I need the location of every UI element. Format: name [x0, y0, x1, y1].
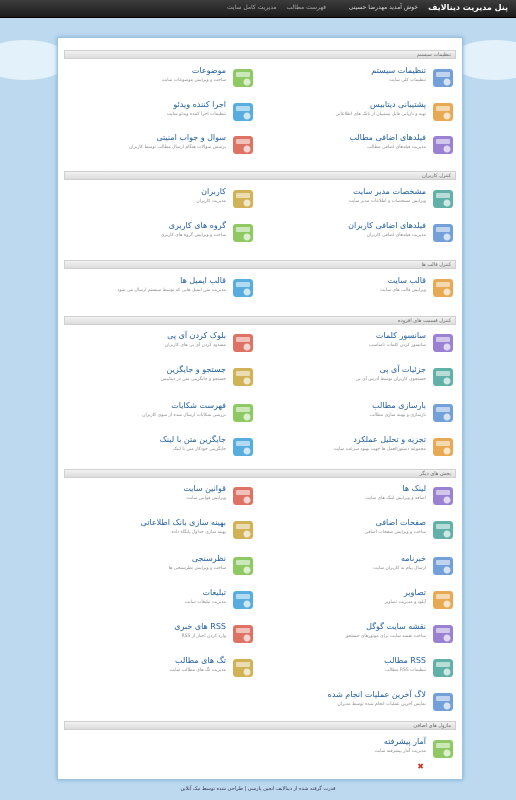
menu-item-description: بهینه سازی جداول پایگاه داده — [171, 530, 226, 535]
nav-link-articles[interactable]: فهرست مطالب — [286, 4, 326, 11]
menu-item-description: بررسی شکایات ارسال شده از سوی کاربران — [142, 413, 226, 418]
rss-icon[interactable] — [430, 655, 456, 681]
menu-item-title[interactable]: بلوک کردن آی پی — [167, 331, 226, 340]
menu-item-description: تنظیمات اجرا کننده ویدئو سایت — [166, 112, 226, 117]
delete-icon[interactable]: ✖ — [417, 762, 424, 771]
video-camera-icon[interactable] — [230, 99, 256, 125]
menu-item[interactable] — [266, 553, 456, 581]
menu-item-description: مدیریت فیلدهای اضافی مطالب — [367, 145, 426, 150]
menu-item[interactable] — [266, 621, 456, 649]
menu-item-description: ساخت و ویرایش نظرسنجی ها — [168, 566, 226, 571]
sitemap-icon[interactable] — [430, 621, 456, 647]
menu-item[interactable] — [66, 621, 256, 649]
menu-item-description: آپلود و مدیریت تصاویر — [384, 600, 426, 605]
menu-item-description: مدیریت تبلیغات سایت — [184, 600, 226, 605]
menu-item[interactable] — [66, 400, 256, 428]
menu-item[interactable] — [66, 275, 256, 303]
top-nav — [219, 4, 326, 11]
menu-item-description: ویرایش قالب های سایت — [380, 288, 426, 293]
link-replace-icon[interactable] — [230, 434, 256, 460]
menu-item-description: ویرایش قوانین سایت — [186, 496, 226, 501]
menu-item-title[interactable]: بهینه سازی بانک اطلاعاتی — [140, 518, 226, 527]
rss-news-icon[interactable] — [230, 621, 256, 647]
menu-item[interactable] — [266, 65, 456, 93]
advanced-stats-icon[interactable] — [430, 736, 456, 762]
word-filter-icon[interactable] — [430, 330, 456, 356]
section-title-users: کنترل کاربران — [64, 171, 456, 180]
menu-item[interactable] — [66, 553, 256, 581]
menu-item[interactable] — [66, 186, 256, 214]
menu-item-title[interactable]: گروه های کاربری — [168, 221, 226, 230]
menu-item[interactable] — [266, 99, 456, 127]
menu-item-description: اضافه و ویرایش لینک های سایت — [365, 496, 426, 501]
static-pages-icon[interactable] — [430, 517, 456, 543]
menu-item-description: مدیریت آمار پیشرفته سایت — [374, 749, 426, 754]
menu-item-title[interactable]: صفحات اضافی — [375, 518, 426, 527]
menu-item[interactable] — [66, 65, 256, 93]
menu-item[interactable] — [66, 364, 256, 392]
section-title-template: کنترل قالب ها — [64, 260, 456, 269]
images-icon[interactable] — [430, 587, 456, 613]
footer-text[interactable]: قدرت گرفته شده از دینالایف انجین پارسی | طراحی شده توسط نیک آنلاین — [180, 786, 336, 792]
menu-item[interactable] — [266, 132, 456, 160]
complaints-icon[interactable] — [230, 400, 256, 426]
search-replace-icon[interactable] — [230, 364, 256, 390]
menu-item-description: تنظیمات کلی سایت — [389, 78, 426, 83]
menu-item-title[interactable]: پشتیبانی دیتابیس — [370, 100, 426, 109]
ip-details-icon[interactable] — [430, 364, 456, 390]
top-bar — [0, 0, 516, 18]
menu-item[interactable] — [266, 275, 456, 303]
rules-book-icon[interactable] — [230, 483, 256, 509]
menu-item-title[interactable]: تنظیمات سیستم — [371, 66, 426, 75]
email-template-icon[interactable] — [230, 275, 256, 301]
poll-icon[interactable] — [230, 553, 256, 579]
menu-item[interactable] — [266, 655, 456, 683]
section-title-other: بخش های دیگر — [64, 469, 456, 478]
book-topics-icon[interactable] — [230, 65, 256, 91]
menu-item[interactable] — [66, 99, 256, 127]
menu-item[interactable] — [66, 330, 256, 358]
menu-item-title[interactable]: جستجو و جایگزین — [166, 365, 226, 374]
menu-item-title[interactable]: موضوعات — [191, 66, 226, 75]
action-log-icon[interactable] — [430, 689, 456, 715]
menu-item-description: پرسش سوالات هنگام ارسال مطالب توسط کاربران — [128, 145, 226, 150]
menu-item-title[interactable]: نظرسنجی — [191, 554, 226, 563]
nav-link-site-admin[interactable]: مدیریت کامل سایت — [227, 4, 277, 11]
menu-item[interactable] — [66, 483, 256, 511]
menu-item-description: وارد کردن اخبار از RSS — [181, 634, 226, 639]
user-fields-icon[interactable] — [430, 220, 456, 246]
menu-item[interactable] — [66, 655, 256, 683]
menu-item-description: بازسازی و بهینه سازی مطالب — [369, 413, 426, 418]
menu-item-title[interactable]: قالب سایت — [387, 276, 426, 285]
menu-item-title[interactable]: لاگ آخرین عملیات انجام شده — [327, 690, 426, 699]
menu-item-title[interactable]: مشخصات مدیر سایت — [353, 187, 426, 196]
menu-item[interactable] — [266, 364, 456, 392]
menu-item-title[interactable]: قالب ایمیل ها — [180, 276, 226, 285]
menu-item[interactable] — [266, 689, 456, 717]
menu-item-description: جستجوی کاربران توسط آدرس آی پی — [355, 377, 426, 382]
menu-item[interactable] — [266, 186, 456, 214]
menu-item-description: مدیریت کاربران — [196, 199, 226, 204]
menu-item-title[interactable]: جایگزین متن با لینک — [159, 435, 226, 444]
section-title-addons: کنترل قسمت های افزوده — [64, 316, 456, 325]
menu-item-title[interactable]: فیلدهای اضافی مطالب — [349, 133, 426, 142]
database-backup-icon[interactable] — [430, 99, 456, 125]
menu-item-title[interactable]: فهرست شکایات — [171, 401, 226, 410]
menu-item-description: سانسور کردن کلمات نامناسب — [369, 343, 426, 348]
menu-item-title[interactable]: آمار پیشرفته — [383, 737, 426, 746]
db-optimize-icon[interactable] — [230, 517, 256, 543]
menu-item-description: ساخت نقشه سایت برای موتورهای جستجو — [346, 634, 426, 639]
user-groups-icon[interactable] — [230, 220, 256, 246]
menu-item-title[interactable]: تبلیغات — [202, 588, 226, 597]
menu-item[interactable] — [66, 132, 256, 160]
ip-block-icon[interactable] — [230, 330, 256, 356]
section-title-extras: ماژول های اضافی — [64, 721, 456, 730]
optimize-icon[interactable] — [430, 400, 456, 426]
welcome-text: خوش آمدید مهدرضا حسینی — [348, 4, 418, 11]
menu-item-title[interactable]: تجزیه و تحلیل عملکرد — [353, 435, 426, 444]
folder-fields-icon[interactable] — [430, 132, 456, 158]
menu-item[interactable] — [266, 517, 456, 545]
ads-icon[interactable] — [230, 587, 256, 613]
menu-item-description: تنظیمات RSS مطالب — [385, 668, 426, 673]
menu-item-description: نمایش آخرین عملیات انجام شده توسط مدیران — [337, 702, 426, 707]
newsletter-icon[interactable] — [430, 553, 456, 579]
menu-item-title[interactable]: کاربران — [201, 187, 226, 196]
menu-item-description: ساخت و ویرایش صفحات اضافی — [364, 530, 426, 535]
menu-item-description: ساخت و ویرایش موضوعات سایت — [161, 78, 226, 83]
menu-item[interactable] — [266, 220, 456, 248]
menu-item-title[interactable]: لینک ها — [402, 484, 426, 493]
menu-item[interactable] — [266, 483, 456, 511]
menu-item-title[interactable]: RSS های خبری — [174, 622, 226, 631]
menu-item[interactable] — [266, 736, 456, 764]
menu-item[interactable] — [266, 400, 456, 428]
menu-item-title[interactable]: سانسور کلمات — [375, 331, 426, 340]
menu-item-description: مدیریت فیلدهای اضافی کاربران — [366, 233, 426, 238]
tags-icon[interactable] — [230, 655, 256, 681]
menu-item-description: مدیریت متن ایمیل هایی که توسط سیستم ارسال می شود — [117, 288, 226, 293]
menu-item[interactable] — [66, 434, 256, 462]
menu-item[interactable] — [266, 330, 456, 358]
menu-item-description: مجموعه دستورالعمل ها جهت بهبود سرعت سایت — [333, 447, 426, 452]
menu-item-title[interactable]: سوال و جواب امنیتی — [156, 133, 226, 142]
security-question-icon[interactable] — [230, 132, 256, 158]
menu-item-description: جستجو و جایگزینی متن در دیتابیس — [160, 377, 226, 382]
menu-item-description: ویرایش مشخصات و اطلاعات مدیر سایت — [348, 199, 426, 204]
menu-item[interactable] — [66, 220, 256, 248]
menu-item-title[interactable]: نقشه سایت گوگل — [366, 622, 426, 631]
menu-item-description: ارسال پیام به کاربران سایت — [373, 566, 426, 571]
links-icon[interactable] — [430, 483, 456, 509]
menu-item-description: تهیه و بازیابی فایل پشتیبان از بانک های اطلاعاتی — [335, 112, 426, 117]
menu-item[interactable] — [66, 587, 256, 615]
section-title-system: تنظیمات سیستم — [64, 50, 456, 59]
menu-item-title[interactable]: بارسازی مطالب — [372, 401, 426, 410]
site-template-icon[interactable] — [430, 275, 456, 301]
main-panel — [57, 37, 463, 780]
menu-item-title[interactable]: RSS مطالب — [384, 656, 426, 665]
menu-item-title[interactable]: قوانین سایت — [183, 484, 226, 493]
menu-item-title[interactable]: خبرنامه — [400, 554, 426, 563]
menu-item-title[interactable]: تگ های مطالب — [175, 656, 226, 665]
menu-item-description: ساخت و ویرایش گروه های کاربری — [160, 233, 226, 238]
menu-item[interactable] — [266, 434, 456, 462]
menu-item-title[interactable]: فیلدهای اضافی کاربران — [348, 221, 426, 230]
users-icon[interactable] — [230, 186, 256, 212]
menu-item-title[interactable]: جزئیات آی پی — [379, 365, 426, 374]
menu-item-description: جایگزینی خودکار متن با لینک — [172, 447, 226, 452]
menu-item[interactable] — [266, 587, 456, 615]
brand-title[interactable]: پنل مدیریت دینالایف — [428, 3, 508, 12]
menu-item-title[interactable]: تصاویر — [403, 588, 426, 597]
menu-item[interactable] — [66, 517, 256, 545]
statistics-icon[interactable] — [430, 434, 456, 460]
menu-item-title[interactable]: اجرا کننده ویدئو — [173, 100, 226, 109]
menu-item-description: مدیریت تگ های مطالب سایت — [169, 668, 226, 673]
tools-icon[interactable] — [430, 65, 456, 91]
admin-profile-icon[interactable] — [430, 186, 456, 212]
menu-item-description: مسدود کردن آی پی های کاربران — [164, 343, 226, 348]
